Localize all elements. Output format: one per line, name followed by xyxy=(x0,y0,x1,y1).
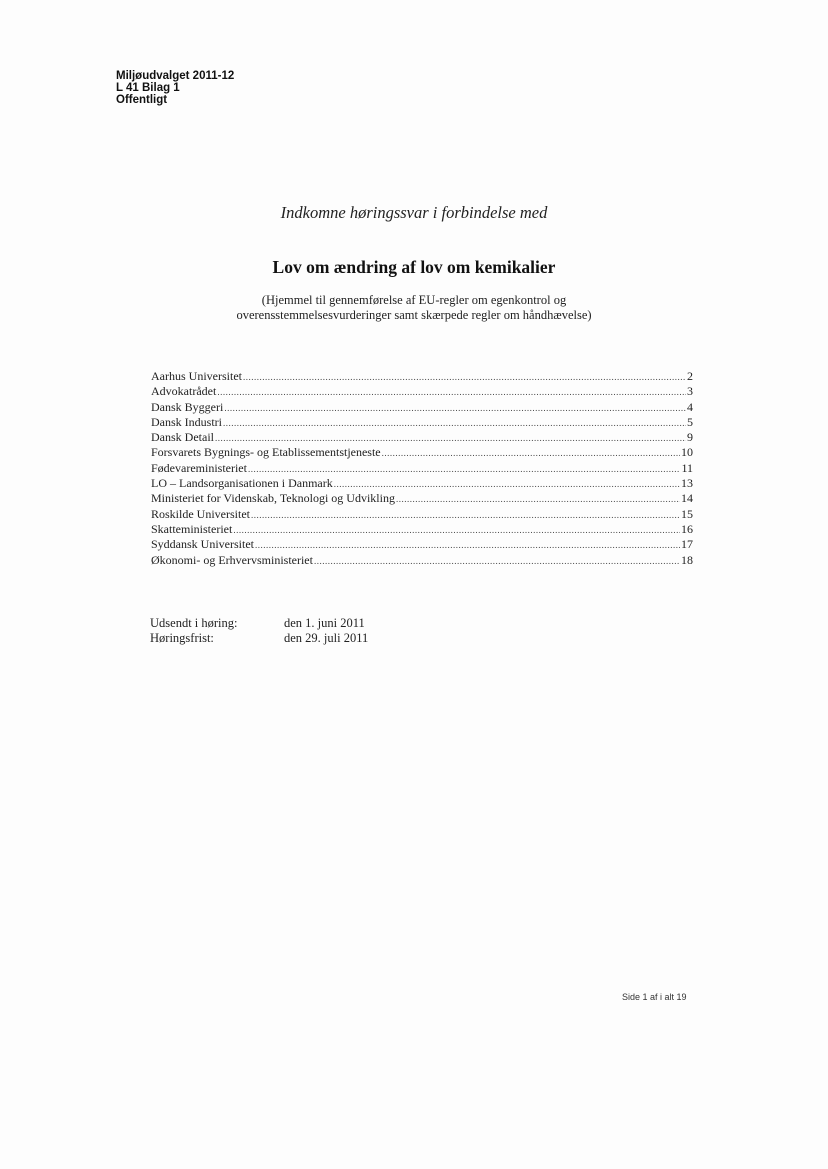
toc-entry-page: 4 xyxy=(687,399,693,414)
subtitle-line-1: (Hjemmel til gennemførelse af EU-regler om egenkontrol og xyxy=(261,293,567,307)
deadline-label: Høringsfrist: xyxy=(150,631,214,645)
toc-entry-page: 11 xyxy=(681,460,693,475)
toc-entry-label: Dansk Industri xyxy=(151,414,222,429)
sent-value: den 1. juni 2011 xyxy=(284,616,365,630)
sent-date-row xyxy=(150,616,368,631)
toc-entry xyxy=(151,461,693,476)
toc-entry xyxy=(151,507,693,522)
subtitle-line-2: overensstemmelsesvurderinger samt skærpede regler om håndhævelse) xyxy=(236,308,592,322)
deadline-row xyxy=(150,631,368,646)
toc-leader-dots xyxy=(255,538,680,552)
page-number: Side 1 af i alt 19 xyxy=(622,992,687,1002)
toc-entry-page: 13 xyxy=(681,476,693,491)
table-of-contents xyxy=(151,369,693,568)
toc-entry xyxy=(151,384,693,399)
toc-leader-dots xyxy=(233,523,680,537)
deadline-value: den 29. juli 2011 xyxy=(284,631,369,645)
toc-leader-dots xyxy=(382,446,680,460)
toc-entry-label: Aarhus Universitet xyxy=(151,369,242,383)
page-subtitle xyxy=(0,293,828,323)
toc-entry-page: 10 xyxy=(681,445,693,460)
toc-entry-page: 5 xyxy=(687,414,693,429)
toc-entry xyxy=(151,430,693,445)
toc-entry xyxy=(151,491,693,506)
toc-entry-page: 14 xyxy=(681,491,693,506)
document-header xyxy=(116,70,234,106)
toc-entry-label: Dansk Byggeri xyxy=(151,399,224,414)
toc-entry xyxy=(151,537,693,552)
toc-leader-dots xyxy=(251,508,680,522)
toc-entry xyxy=(151,553,693,568)
toc-entry-label: Økonomi- og Erhvervsministeriet xyxy=(151,552,313,567)
status-line: Offentligt xyxy=(116,94,168,106)
toc-leader-dots xyxy=(224,401,686,415)
toc-leader-dots xyxy=(215,431,686,445)
toc-entry-label: Dansk Detail xyxy=(151,430,214,445)
intro-text: Indkomne høringssvar i forbindelse med xyxy=(280,203,548,222)
toc-entry-page: 9 xyxy=(687,430,693,445)
toc-entry-page: 17 xyxy=(681,537,693,552)
toc-entry-label: Roskilde Universitet xyxy=(151,506,250,521)
toc-entry-label: Ministeriet for Videnskab, Teknologi og Udvikling xyxy=(151,491,395,506)
toc-entry xyxy=(151,476,693,491)
toc-entry xyxy=(151,445,693,460)
sent-label: Udsendt i høring: xyxy=(150,616,238,630)
toc-entry-page: 18 xyxy=(681,552,693,567)
toc-entry-label: Fødevareministeriet xyxy=(151,460,247,475)
toc-entry xyxy=(151,415,693,430)
toc-entry xyxy=(151,400,693,415)
toc-entry-page: 2 xyxy=(687,369,693,383)
toc-leader-dots xyxy=(243,370,686,384)
toc-entry-label: Syddansk Universitet xyxy=(151,537,254,552)
toc-entry-label: Advokatrådet xyxy=(151,384,217,399)
toc-entry-page: 3 xyxy=(687,384,693,399)
toc-leader-dots xyxy=(217,385,686,399)
toc-entry-label: Skatteministeriet xyxy=(151,521,233,536)
toc-entry-page: 15 xyxy=(681,506,693,521)
page-title: Lov om ændring af lov om kemikalier xyxy=(272,257,556,277)
bill-line: L 41 Bilag 1 xyxy=(116,82,180,94)
toc-leader-dots xyxy=(334,477,680,491)
toc-entry-label: LO – Landsorganisationen i Danmark xyxy=(151,476,333,491)
toc-entry xyxy=(151,369,693,384)
toc-entry-label: Forsvarets Bygnings- og Etablissementstjeneste xyxy=(151,445,381,460)
toc-leader-dots xyxy=(223,416,686,430)
toc-leader-dots xyxy=(396,492,680,506)
committee-line: Miljøudvalget 2011-12 xyxy=(116,70,235,82)
toc-entry-page: 16 xyxy=(681,521,693,536)
hearing-dates xyxy=(150,616,368,646)
toc-entry xyxy=(151,522,693,537)
toc-leader-dots xyxy=(248,462,680,476)
toc-leader-dots xyxy=(314,554,680,568)
